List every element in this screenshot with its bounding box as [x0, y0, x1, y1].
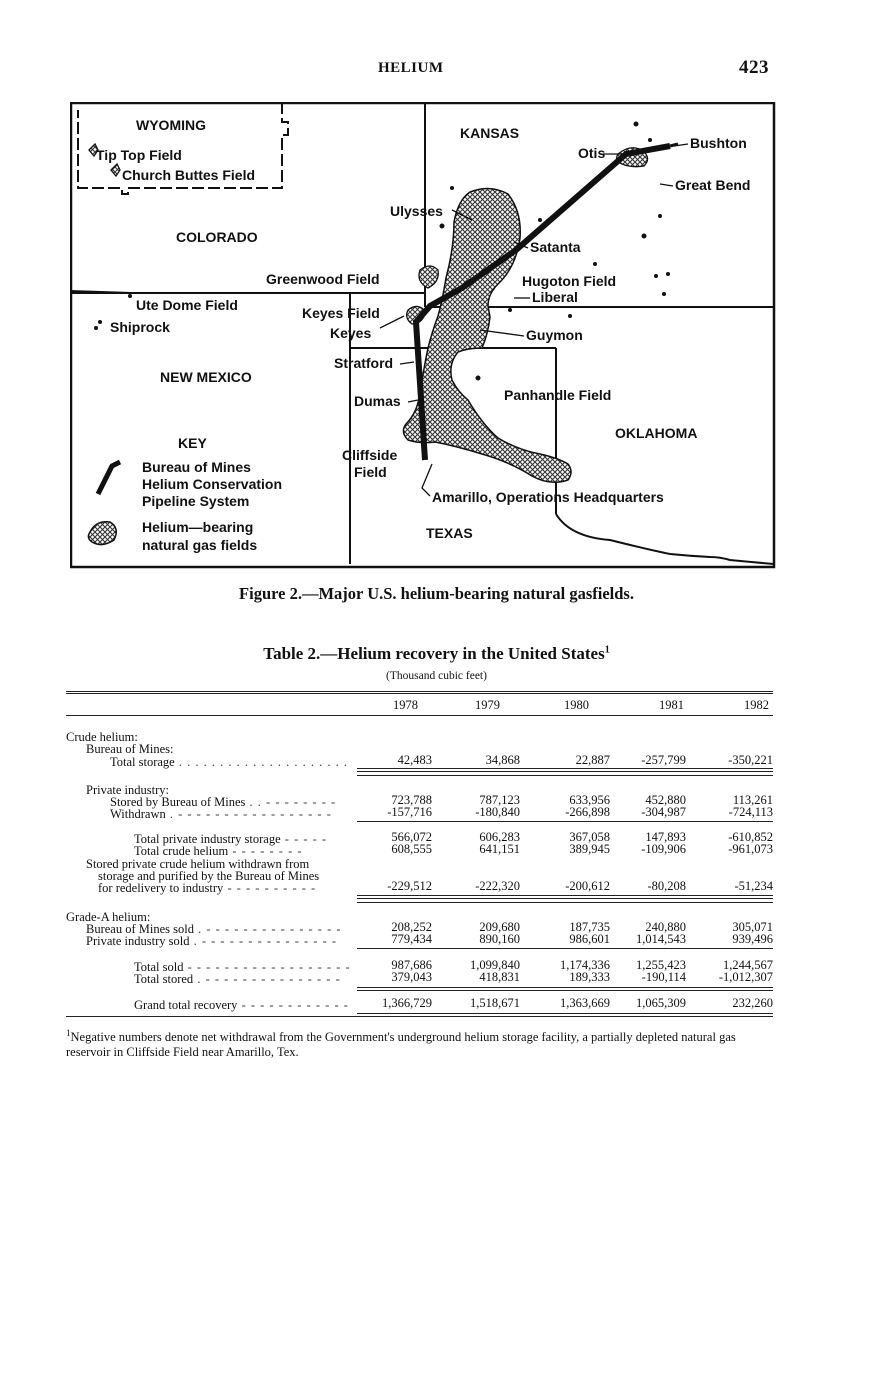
- table-cell: 240,880: [645, 920, 686, 934]
- table-cell: 779,434: [391, 932, 432, 946]
- label-tip-top-field: Tip Top Field: [96, 147, 182, 163]
- label-church-buttes-field: Church Buttes Field: [122, 167, 256, 183]
- table-cell: 723,788: [391, 793, 432, 807]
- key-pipeline-line2: Helium Conservation: [142, 476, 283, 492]
- label-withdrawn: Withdrawn . - - - - - - - - - - - - - - - - -: [110, 807, 332, 821]
- table-cell: 787,123: [479, 793, 520, 807]
- label-texas: TEXAS: [426, 525, 473, 541]
- table-cell: 1,366,729: [382, 996, 432, 1010]
- sum-rule: [357, 771, 773, 772]
- label-satanta: Satanta: [530, 239, 581, 255]
- sum-rule: [357, 775, 773, 776]
- label-amarillo: Amarillo, Operations Headquarters: [432, 489, 664, 505]
- label-bushton: Bushton: [690, 135, 747, 151]
- key-pipeline-line1: Bureau of Mines: [142, 459, 251, 475]
- table-cell: -51,234: [734, 879, 773, 893]
- year-header: 1982: [744, 698, 769, 712]
- sum-rule: [357, 898, 773, 899]
- table-cell: 305,071: [732, 920, 773, 934]
- sum-rule: [357, 990, 773, 991]
- table-cell: 22,887: [575, 753, 610, 767]
- table-cell: 1,244,567: [723, 958, 773, 972]
- label-greenwood-field: Greenwood Field: [266, 271, 380, 287]
- table-cell: -1,012,307: [718, 970, 773, 984]
- label-grand-total-recovery: Grand total recovery - - - - - - - - - - - -: [134, 998, 349, 1012]
- label-stored-private-line2: storage and purified by the Bureau of Mines: [98, 869, 320, 883]
- table-cell: 189,333: [569, 970, 610, 984]
- table-cell: 232,260: [732, 996, 773, 1010]
- label-crude-helium: Crude helium:: [66, 730, 138, 744]
- label-great-bend: Great Bend: [675, 177, 751, 193]
- table-cell: 452,880: [645, 793, 686, 807]
- table-cell: 187,735: [569, 920, 610, 934]
- label-wyoming: WYOMING: [136, 117, 206, 133]
- table-cell: 418,831: [479, 970, 520, 984]
- page-number: 423: [739, 57, 769, 78]
- label-guymon: Guymon: [526, 327, 583, 343]
- year-header: 1980: [564, 698, 589, 712]
- sum-rule: [357, 821, 773, 822]
- footnote-mark: 1: [66, 1028, 71, 1038]
- label-new-mexico: NEW MEXICO: [160, 369, 252, 385]
- table-cell: -229,512: [387, 879, 432, 893]
- key-gas-line1: Helium—bearing: [142, 519, 254, 535]
- table-cell: 986,601: [569, 932, 610, 946]
- table-cell: -109,906: [641, 842, 686, 856]
- label-panhandle-field: Panhandle Field: [504, 387, 612, 403]
- label-total-stored: Total stored . - - - - - - - - - - - - - - -: [134, 972, 341, 986]
- label-ute-dome-field: Ute Dome Field: [136, 297, 238, 313]
- table-cell: 389,945: [569, 842, 610, 856]
- table-cell: -180,840: [475, 805, 520, 819]
- label-total-sold: Total sold - - - - - - - - - - - - - - - - - -: [134, 960, 351, 974]
- table-cell: 890,160: [479, 932, 520, 946]
- table-cell: 208,252: [391, 920, 432, 934]
- sum-rule: [357, 1013, 773, 1014]
- table-cell: -266,898: [565, 805, 610, 819]
- table-cell: -724,113: [728, 805, 773, 819]
- label-grade-a-helium: Grade-A helium:: [66, 910, 151, 924]
- table-header-rule: [66, 715, 773, 716]
- sum-rule: [357, 895, 773, 896]
- label-stored-private-line1: Stored private crude helium withdrawn from: [86, 857, 310, 871]
- table-cell: 1,363,669: [560, 996, 610, 1010]
- label-otis: Otis: [578, 145, 606, 161]
- label-total-storage: Total storage . . . . . . . . . . . . . . . . . . . . .: [110, 755, 348, 769]
- table-cell: -190,114: [641, 970, 686, 984]
- table-cell: 606,283: [479, 830, 520, 844]
- table-cell: -350,221: [728, 753, 773, 767]
- table-title-text: Table 2.—Helium recovery in the United States: [263, 644, 605, 663]
- table-title-footnote-mark: 1: [604, 644, 610, 656]
- table-cell: 608,555: [391, 842, 432, 856]
- sum-rule: [357, 768, 773, 769]
- table-cell: 147,893: [645, 830, 686, 844]
- label-shiprock: Shiprock: [110, 319, 170, 335]
- table-top-rule: [66, 691, 773, 692]
- table-cell: -961,073: [728, 842, 773, 856]
- table-cell: -222,320: [475, 879, 520, 893]
- table-cell: 1,065,309: [636, 996, 686, 1010]
- label-cliffside-field: Field: [354, 464, 387, 480]
- helium-fields-map: [70, 102, 776, 569]
- table-footnote: [66, 1026, 776, 1060]
- label-private-industry-sold: Private industry sold . - - - - - - - - - - - - - - -: [86, 934, 338, 948]
- gas-field-key-icon: [88, 522, 116, 545]
- table-cell: 1,099,840: [470, 958, 520, 972]
- key-gas-line2: natural gas fields: [142, 537, 258, 553]
- label-total-private-industry-storage: Total private industry storage - - - - -: [134, 832, 328, 846]
- label-keyes: Keyes: [330, 325, 372, 341]
- table-cell: -610,852: [728, 830, 773, 844]
- label-dumas: Dumas: [354, 393, 401, 409]
- table-cell: -80,208: [647, 879, 686, 893]
- table-cell: 633,956: [569, 793, 610, 807]
- table-unit: (Thousand cubic feet): [386, 670, 487, 682]
- table-bottom-rule: [66, 1016, 773, 1017]
- label-stored-by-bom: Stored by Bureau of Mines . . - - - - - - - -: [110, 795, 337, 809]
- sum-rule: [357, 948, 773, 949]
- label-colorado: COLORADO: [176, 229, 258, 245]
- table-cell: -304,987: [641, 805, 686, 819]
- table-cell: 1,174,336: [560, 958, 610, 972]
- table-cell: 113,261: [732, 793, 773, 807]
- table-cell: 641,151: [479, 842, 520, 856]
- label-ulysses: Ulysses: [390, 203, 443, 219]
- label-total-crude-helium: Total crude helium - - - - - - - -: [134, 844, 303, 858]
- table-cell: -200,612: [565, 879, 610, 893]
- label-oklahoma: OKLAHOMA: [615, 425, 698, 441]
- sum-rule: [357, 902, 773, 903]
- label-private-industry: Private industry:: [86, 783, 169, 797]
- table-cell: -257,799: [641, 753, 686, 767]
- table-cell: 379,043: [391, 970, 432, 984]
- label-cliffside: Cliffside: [342, 447, 398, 463]
- figure-caption: Figure 2.—Major U.S. helium-bearing natural gasfields.: [239, 584, 634, 603]
- table-cell: 566,072: [391, 830, 432, 844]
- table-cell: 367,058: [569, 830, 610, 844]
- label-hugoton-field: Hugoton Field: [522, 273, 617, 289]
- label-liberal: Liberal: [532, 289, 578, 305]
- year-header: 1978: [393, 698, 418, 712]
- key-pipeline-line3: Pipeline System: [142, 493, 250, 509]
- table-cell: 1,014,543: [636, 932, 686, 946]
- pipeline-key-icon: [98, 462, 120, 494]
- table-title: [0, 644, 873, 664]
- label-bureau-of-mines: Bureau of Mines:: [86, 742, 174, 756]
- label-kansas: KANSAS: [460, 125, 520, 141]
- label-stored-private-line3: for redelivery to industry - - - - - - - - - -: [98, 881, 317, 895]
- label-keyes-field: Keyes Field: [302, 305, 380, 321]
- year-header: 1979: [475, 698, 500, 712]
- table-cell: 209,680: [479, 920, 520, 934]
- footnote-text: Negative numbers denote net withdrawal from the Government's underground helium storage facility, a partially depleted natural gas reservoir in Cliffside Field near Amarillo, Tex.: [66, 1030, 736, 1060]
- table-top-rule-2: [66, 693, 773, 694]
- label-bom-sold: Bureau of Mines sold . - - - - - - - - - - - - - - -: [86, 922, 342, 936]
- table-cell: 42,483: [397, 753, 432, 767]
- table-cell: 939,496: [732, 932, 773, 946]
- table-cell: 987,686: [391, 958, 432, 972]
- table-cell: -157,716: [387, 805, 432, 819]
- running-head-title: HELIUM: [378, 60, 444, 76]
- label-stratford: Stratford: [334, 355, 394, 371]
- label-key: KEY: [178, 435, 207, 451]
- sum-rule: [357, 987, 773, 988]
- year-header: 1981: [659, 698, 684, 712]
- map-labels: [96, 117, 750, 553]
- table-cell: 1,518,671: [470, 996, 520, 1010]
- table-cell: 34,868: [485, 753, 520, 767]
- table-cell: 1,255,423: [636, 958, 686, 972]
